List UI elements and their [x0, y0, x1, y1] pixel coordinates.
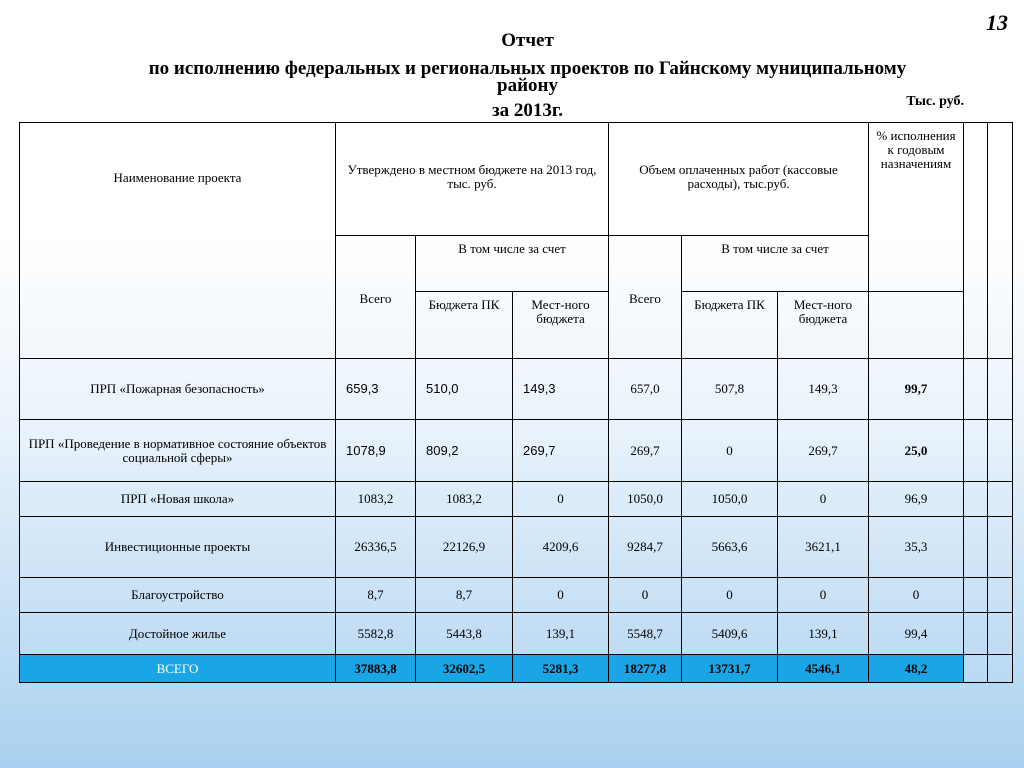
header-percent: % исполнения к годовым назначениям [869, 123, 964, 292]
table-row [20, 420, 1013, 482]
report-title: Отчет [501, 30, 554, 51]
row-name: ПРП «Пожарная безопасность» [20, 359, 336, 420]
report-subtitle: по исполнению федеральных и региональных проектов по Гайнскому муниципальному [148, 58, 907, 79]
cell-approved-pk: 1083,2 [416, 482, 513, 517]
cell-approved-total: 1078,9 [336, 420, 416, 482]
total-paid-total: 18277,8 [609, 655, 682, 683]
header-approved-including: В том числе за счет [416, 236, 609, 292]
cell-paid-pk: 1050,0 [682, 482, 778, 517]
table-row [20, 613, 1013, 655]
cell-percent: 96,9 [869, 482, 964, 517]
header-paid-budget-pk: Бюджета ПК [682, 292, 778, 359]
total-paid-local: 4546,1 [778, 655, 869, 683]
cell-paid-total: 0 [609, 578, 682, 613]
table-row [20, 359, 1013, 420]
cell-percent: 0 [869, 578, 964, 613]
row-name: Достойное жилье [20, 613, 336, 655]
total-label: ВСЕГО [20, 655, 336, 683]
cell-paid-pk: 0 [682, 578, 778, 613]
cell-approved-pk: 22126,9 [416, 517, 513, 578]
empty-column-1 [964, 123, 988, 359]
cell-paid-total: 5548,7 [609, 613, 682, 655]
cell-approved-pk: 5443,8 [416, 613, 513, 655]
total-percent: 48,2 [869, 655, 964, 683]
cell-approved-total: 5582,8 [336, 613, 416, 655]
cell-percent: 25,0 [869, 420, 964, 482]
cell-approved-local: 139,1 [513, 613, 609, 655]
table-row [20, 578, 1013, 613]
row-name: ПРП «Новая школа» [20, 482, 336, 517]
cell-paid-total: 1050,0 [609, 482, 682, 517]
cell-approved-total: 659,3 [336, 359, 416, 420]
cell-approved-total: 1083,2 [336, 482, 416, 517]
row-name: Благоустройство [20, 578, 336, 613]
cell-approved-local: 149,3 [513, 359, 609, 420]
total-paid-pk: 13731,7 [682, 655, 778, 683]
page-number: 13 [986, 10, 1008, 35]
header-approved-total: Всего [336, 236, 416, 359]
cell-paid-pk: 0 [682, 420, 778, 482]
cell-paid-total: 657,0 [609, 359, 682, 420]
cell-approved-local: 0 [513, 578, 609, 613]
cell-paid-total: 9284,7 [609, 517, 682, 578]
cell-approved-pk: 8,7 [416, 578, 513, 613]
cell-percent: 99,4 [869, 613, 964, 655]
cell-approved-pk: 809,2 [416, 420, 513, 482]
table-row [20, 482, 1013, 517]
total-row [20, 655, 1013, 683]
cell-approved-local: 4209,6 [513, 517, 609, 578]
cell-percent: 35,3 [869, 517, 964, 578]
cell-paid-pk: 5663,6 [682, 517, 778, 578]
units-label: Тыс. руб. [906, 94, 964, 109]
header-approved: Утверждено в местном бюджете на 2013 год, тыс. руб. [336, 123, 609, 236]
cell-approved-pk: 510,0 [416, 359, 513, 420]
total-approved-local: 5281,3 [513, 655, 609, 683]
table-row [20, 517, 1013, 578]
cell-paid-pk: 507,8 [682, 359, 778, 420]
total-approved-total: 37883,8 [336, 655, 416, 683]
header-project-name: Наименование проекта [20, 123, 336, 359]
cell-approved-local: 0 [513, 482, 609, 517]
report-period: за 2013г. [491, 100, 564, 121]
cell-paid-local: 149,3 [778, 359, 869, 420]
cell-paid-pk: 5409,6 [682, 613, 778, 655]
cell-paid-local: 0 [778, 578, 869, 613]
header-paid-local: Мест-ного бюджета [778, 292, 869, 359]
cell-approved-total: 26336,5 [336, 517, 416, 578]
cell-approved-local: 269,7 [513, 420, 609, 482]
cell-paid-local: 0 [778, 482, 869, 517]
cell-paid-local: 269,7 [778, 420, 869, 482]
row-name: ПРП «Проведение в нормативное состояние объектов социальной сферы» [20, 420, 336, 482]
header-approved-local: Мест-ного бюджета [513, 292, 609, 359]
cell-paid-total: 269,7 [609, 420, 682, 482]
total-approved-pk: 32602,5 [416, 655, 513, 683]
empty-column-2 [988, 123, 1013, 359]
row-name: Инвестиционные проекты [20, 517, 336, 578]
header-approved-budget-pk: Бюджета ПК [416, 292, 513, 359]
cell-approved-total: 8,7 [336, 578, 416, 613]
cell-percent: 99,7 [869, 359, 964, 420]
report-table [19, 122, 1013, 683]
cell-paid-local: 3621,1 [778, 517, 869, 578]
report-subtitle-continued: району [497, 75, 558, 96]
header-percent-empty [869, 292, 964, 359]
header-paid-total: Всего [609, 236, 682, 359]
cell-paid-local: 139,1 [778, 613, 869, 655]
header-paid-including: В том числе за счет [682, 236, 869, 292]
header-paid: Объем оплаченных работ (кассовые расходы), тыс.руб. [609, 123, 869, 236]
